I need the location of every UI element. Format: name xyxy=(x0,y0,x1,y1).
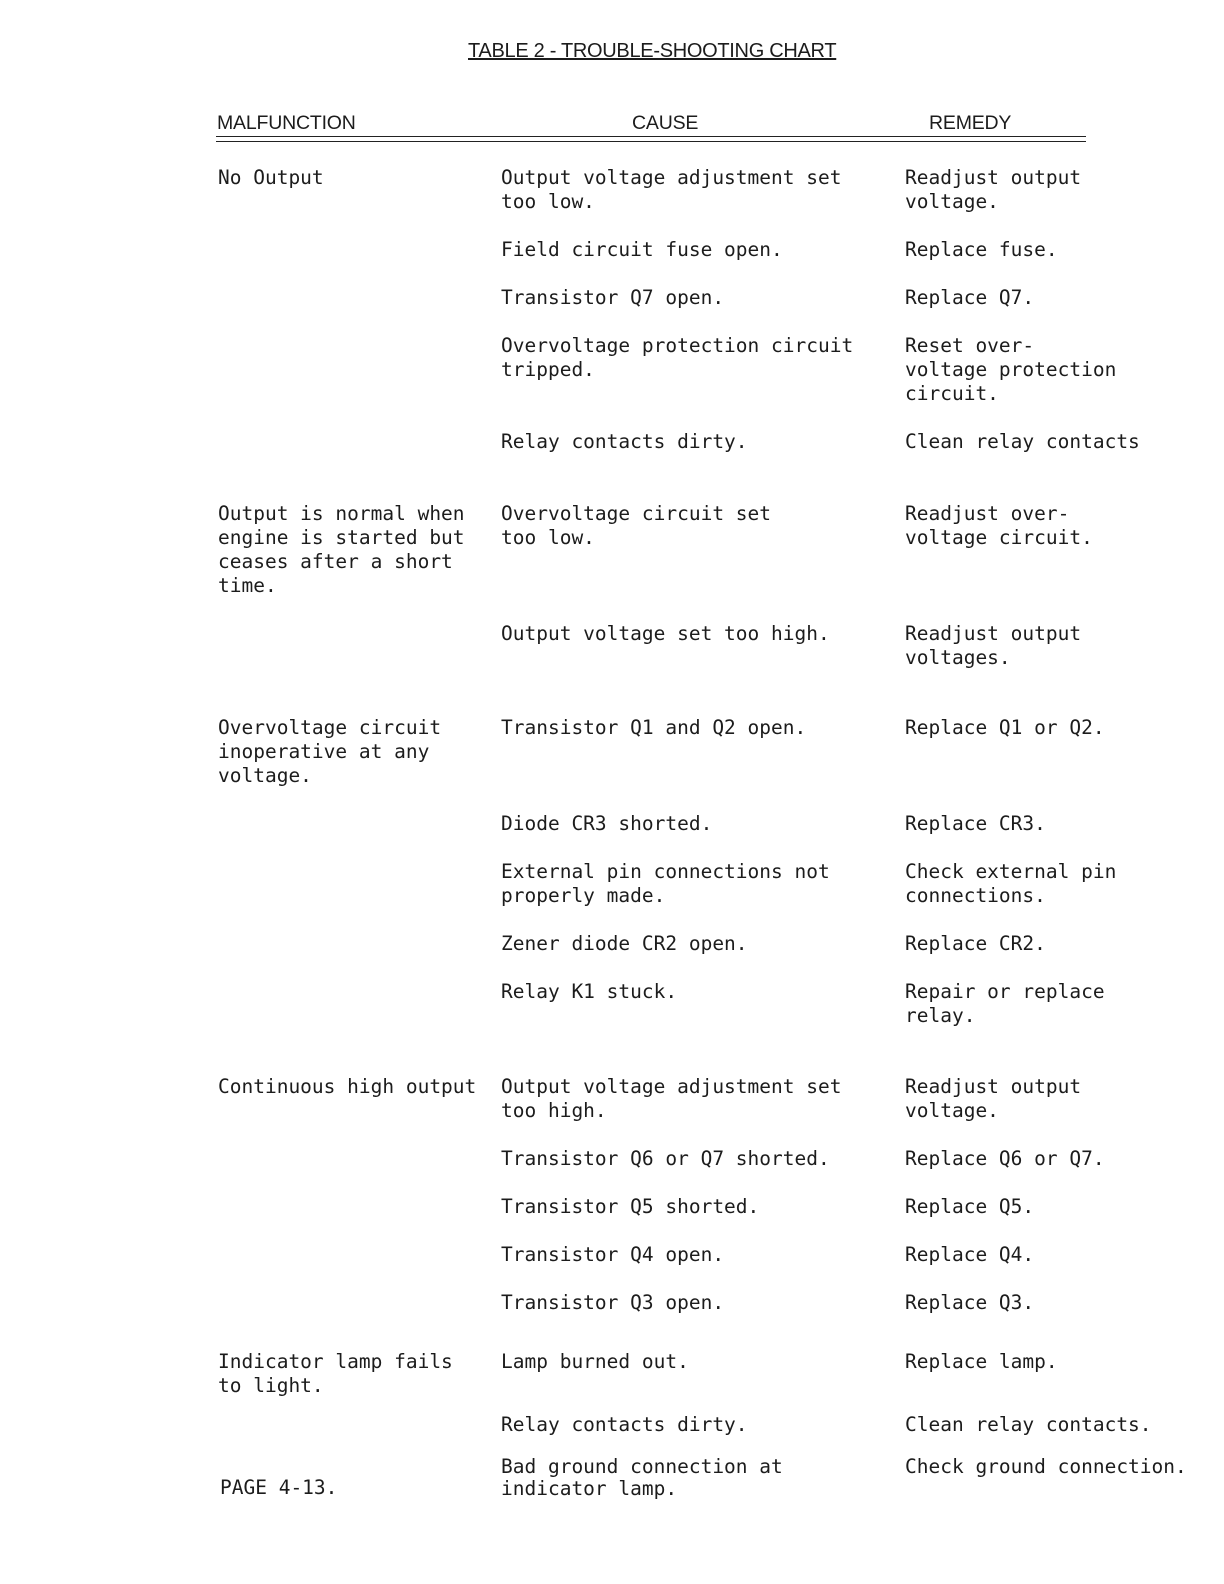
header-rule xyxy=(216,136,1086,137)
remedy-cell: Replace Q5. xyxy=(905,1195,1035,1218)
remedy-cell: Readjust output voltage. xyxy=(905,166,1082,213)
header-rule xyxy=(216,141,1086,142)
malfunction-cell: Overvoltage circuit inoperative at any voltage. xyxy=(218,716,442,787)
cause-cell: Transistor Q4 open. xyxy=(501,1243,725,1266)
header-malfunction: MALFUNCTION xyxy=(217,112,356,134)
malfunction-cell: Output is normal when engine is started but ceases after a short time. xyxy=(218,502,465,597)
cause-cell: Relay contacts dirty. xyxy=(501,430,748,453)
remedy-cell: Reset over- voltage protection circuit. xyxy=(905,334,1117,405)
remedy-cell: Repair or replace relay. xyxy=(905,980,1105,1027)
malfunction-cell: No Output xyxy=(218,166,324,189)
cause-cell: Output voltage set too high. xyxy=(501,622,830,645)
cause-cell: Transistor Q7 open. xyxy=(501,286,725,309)
malfunction-cell: Indicator lamp fails to light. xyxy=(218,1350,453,1397)
remedy-cell: Replace Q7. xyxy=(905,286,1035,309)
remedy-cell: Replace Q1 or Q2. xyxy=(905,716,1105,739)
cause-cell: Field circuit fuse open. xyxy=(501,238,783,261)
remedy-cell: Readjust output voltages. xyxy=(905,622,1082,669)
remedy-cell: Replace Q4. xyxy=(905,1243,1035,1266)
malfunction-cell: Continuous high output xyxy=(218,1075,477,1098)
remedy-cell: Readjust output voltage. xyxy=(905,1075,1082,1122)
cause-cell: Overvoltage protection circuit tripped. xyxy=(501,334,854,381)
cause-cell: Output voltage adjustment set too low. xyxy=(501,166,842,213)
cause-cell: Output voltage adjustment set too high. xyxy=(501,1075,842,1122)
remedy-cell: Replace CR2. xyxy=(905,932,1046,955)
cause-cell: Bad ground connection at indicator lamp. xyxy=(501,1455,783,1500)
remedy-cell: Check ground connection. xyxy=(905,1455,1187,1478)
remedy-cell: Replace fuse. xyxy=(905,238,1058,261)
cause-cell: Lamp burned out. xyxy=(501,1350,689,1373)
remedy-cell: Replace Q6 or Q7. xyxy=(905,1147,1105,1170)
remedy-cell: Replace lamp. xyxy=(905,1350,1058,1373)
remedy-cell: Readjust over- voltage circuit. xyxy=(905,502,1093,549)
cause-cell: Transistor Q3 open. xyxy=(501,1291,725,1314)
remedy-cell: Clean relay contacts. xyxy=(905,1413,1152,1436)
table-title: TABLE 2 - TROUBLE-SHOOTING CHART xyxy=(468,40,837,62)
page-number: PAGE 4-13. xyxy=(220,1476,338,1499)
header-remedy: REMEDY xyxy=(929,112,1012,134)
cause-cell: Transistor Q6 or Q7 shorted. xyxy=(501,1147,830,1170)
remedy-cell: Replace CR3. xyxy=(905,812,1046,835)
cause-cell: External pin connections not properly made. xyxy=(501,860,830,907)
cause-cell: Diode CR3 shorted. xyxy=(501,812,713,835)
remedy-cell: Clean relay contacts xyxy=(905,430,1140,453)
remedy-cell: Replace Q3. xyxy=(905,1291,1035,1314)
cause-cell: Transistor Q5 shorted. xyxy=(501,1195,760,1218)
remedy-cell: Check external pin connections. xyxy=(905,860,1117,907)
cause-cell: Zener diode CR2 open. xyxy=(501,932,748,955)
cause-cell: Relay K1 stuck. xyxy=(501,980,678,1003)
cause-cell: Transistor Q1 and Q2 open. xyxy=(501,716,807,739)
cause-cell: Relay contacts dirty. xyxy=(501,1413,748,1436)
cause-cell: Overvoltage circuit set too low. xyxy=(501,502,772,549)
header-cause: CAUSE xyxy=(632,112,699,134)
